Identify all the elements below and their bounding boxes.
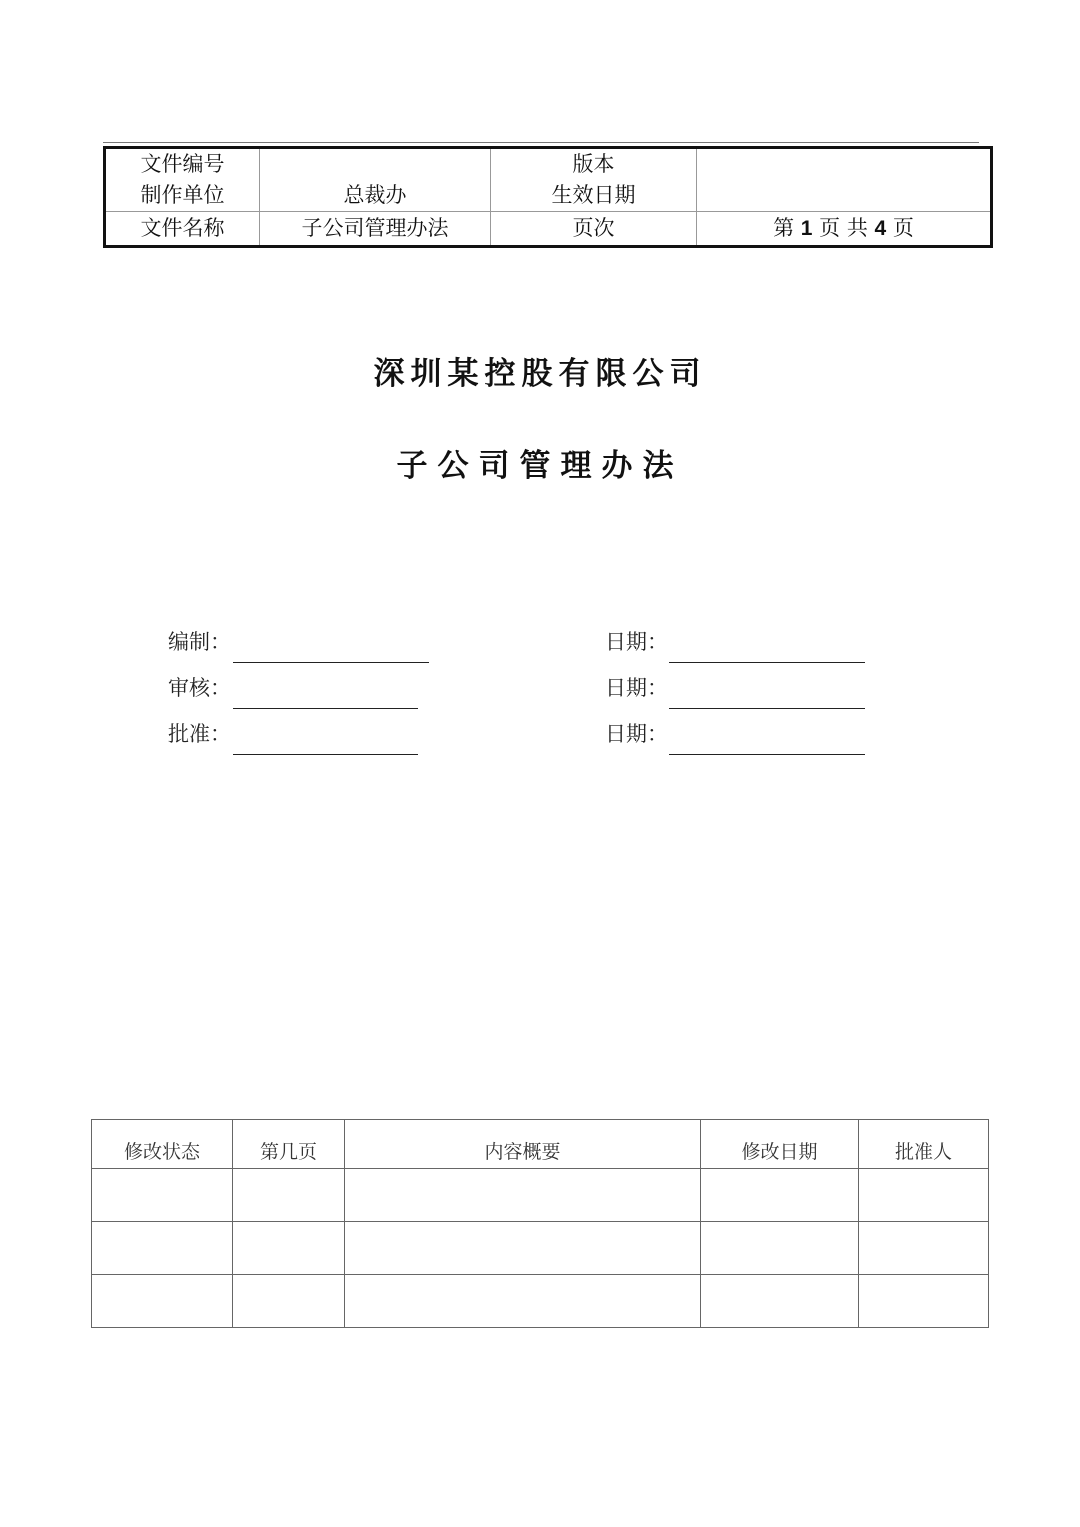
reviewed-date-row bbox=[605, 673, 867, 703]
col-page-number: 第几页 bbox=[233, 1120, 345, 1169]
compiled-label: 编制： bbox=[168, 630, 231, 654]
label-cell-version-date bbox=[491, 148, 697, 212]
version-value bbox=[697, 149, 990, 180]
table-cell[interactable] bbox=[701, 1275, 859, 1328]
version-label: 版本 bbox=[572, 152, 615, 176]
compiled-signature-line[interactable] bbox=[233, 662, 429, 663]
page-current: 1 bbox=[800, 217, 813, 240]
reviewed-date-line[interactable] bbox=[669, 708, 865, 709]
unit-label: 制作单位 bbox=[140, 183, 225, 207]
table-cell[interactable] bbox=[233, 1169, 345, 1222]
doc-number-label: 文件编号 bbox=[140, 152, 225, 176]
page-prefix: 第 bbox=[773, 216, 795, 240]
table-cell[interactable] bbox=[859, 1222, 989, 1275]
document-title: 子公司管理办法 bbox=[396, 448, 684, 484]
revision-header-row bbox=[92, 1120, 989, 1169]
table-row bbox=[92, 1275, 989, 1328]
col-revision-date: 修改日期 bbox=[701, 1120, 859, 1169]
approved-label: 批准： bbox=[168, 722, 231, 746]
table-cell[interactable] bbox=[859, 1169, 989, 1222]
table-row bbox=[92, 1169, 989, 1222]
table-cell[interactable] bbox=[345, 1275, 701, 1328]
page-mid: 页 共 bbox=[819, 216, 868, 240]
compiled-date-row bbox=[605, 627, 867, 657]
compiled-date-line[interactable] bbox=[669, 662, 865, 663]
approved-date-row bbox=[605, 719, 867, 749]
table-row bbox=[92, 1222, 989, 1275]
label-cell-number-unit bbox=[105, 148, 260, 212]
table-cell[interactable] bbox=[345, 1222, 701, 1275]
company-title: 深圳某控股有限公司 bbox=[373, 356, 707, 392]
table-cell[interactable] bbox=[92, 1222, 233, 1275]
effective-date-label: 生效日期 bbox=[551, 183, 636, 207]
col-approver: 批准人 bbox=[859, 1120, 989, 1169]
reviewed-signature-line[interactable] bbox=[233, 708, 418, 709]
col-content-summary: 内容概要 bbox=[345, 1120, 701, 1169]
doc-name-label: 文件名称 bbox=[105, 212, 260, 247]
table-cell[interactable] bbox=[701, 1169, 859, 1222]
doc-name-value: 子公司管理办法 bbox=[260, 212, 491, 247]
page-label: 页次 bbox=[491, 212, 697, 247]
reviewed-row bbox=[168, 673, 430, 703]
page-suffix: 页 bbox=[892, 216, 914, 240]
table-cell[interactable] bbox=[701, 1222, 859, 1275]
effective-date-value bbox=[697, 180, 990, 211]
table-cell[interactable] bbox=[345, 1169, 701, 1222]
compiled-date-label: 日期： bbox=[605, 630, 668, 654]
page-total: 4 bbox=[874, 217, 887, 240]
reviewed-label: 审核： bbox=[168, 676, 231, 700]
header-top-rule bbox=[103, 142, 979, 143]
value-cell-number-unit bbox=[260, 148, 491, 212]
approved-signature-line[interactable] bbox=[233, 754, 418, 755]
value-cell-version-date bbox=[697, 148, 992, 212]
doc-number-value bbox=[260, 149, 490, 180]
page-info bbox=[697, 212, 992, 247]
table-cell[interactable] bbox=[233, 1222, 345, 1275]
col-revision-status: 修改状态 bbox=[92, 1120, 233, 1169]
table-cell[interactable] bbox=[92, 1275, 233, 1328]
approved-date-label: 日期： bbox=[605, 722, 668, 746]
approved-date-line[interactable] bbox=[669, 754, 865, 755]
table-cell[interactable] bbox=[92, 1169, 233, 1222]
table-cell[interactable] bbox=[859, 1275, 989, 1328]
table-cell[interactable] bbox=[233, 1275, 345, 1328]
approved-row bbox=[168, 719, 430, 749]
reviewed-date-label: 日期： bbox=[605, 676, 668, 700]
unit-value: 总裁办 bbox=[343, 183, 407, 207]
document-header-table bbox=[103, 146, 993, 248]
compiled-row bbox=[168, 627, 430, 657]
revision-table bbox=[91, 1119, 989, 1328]
